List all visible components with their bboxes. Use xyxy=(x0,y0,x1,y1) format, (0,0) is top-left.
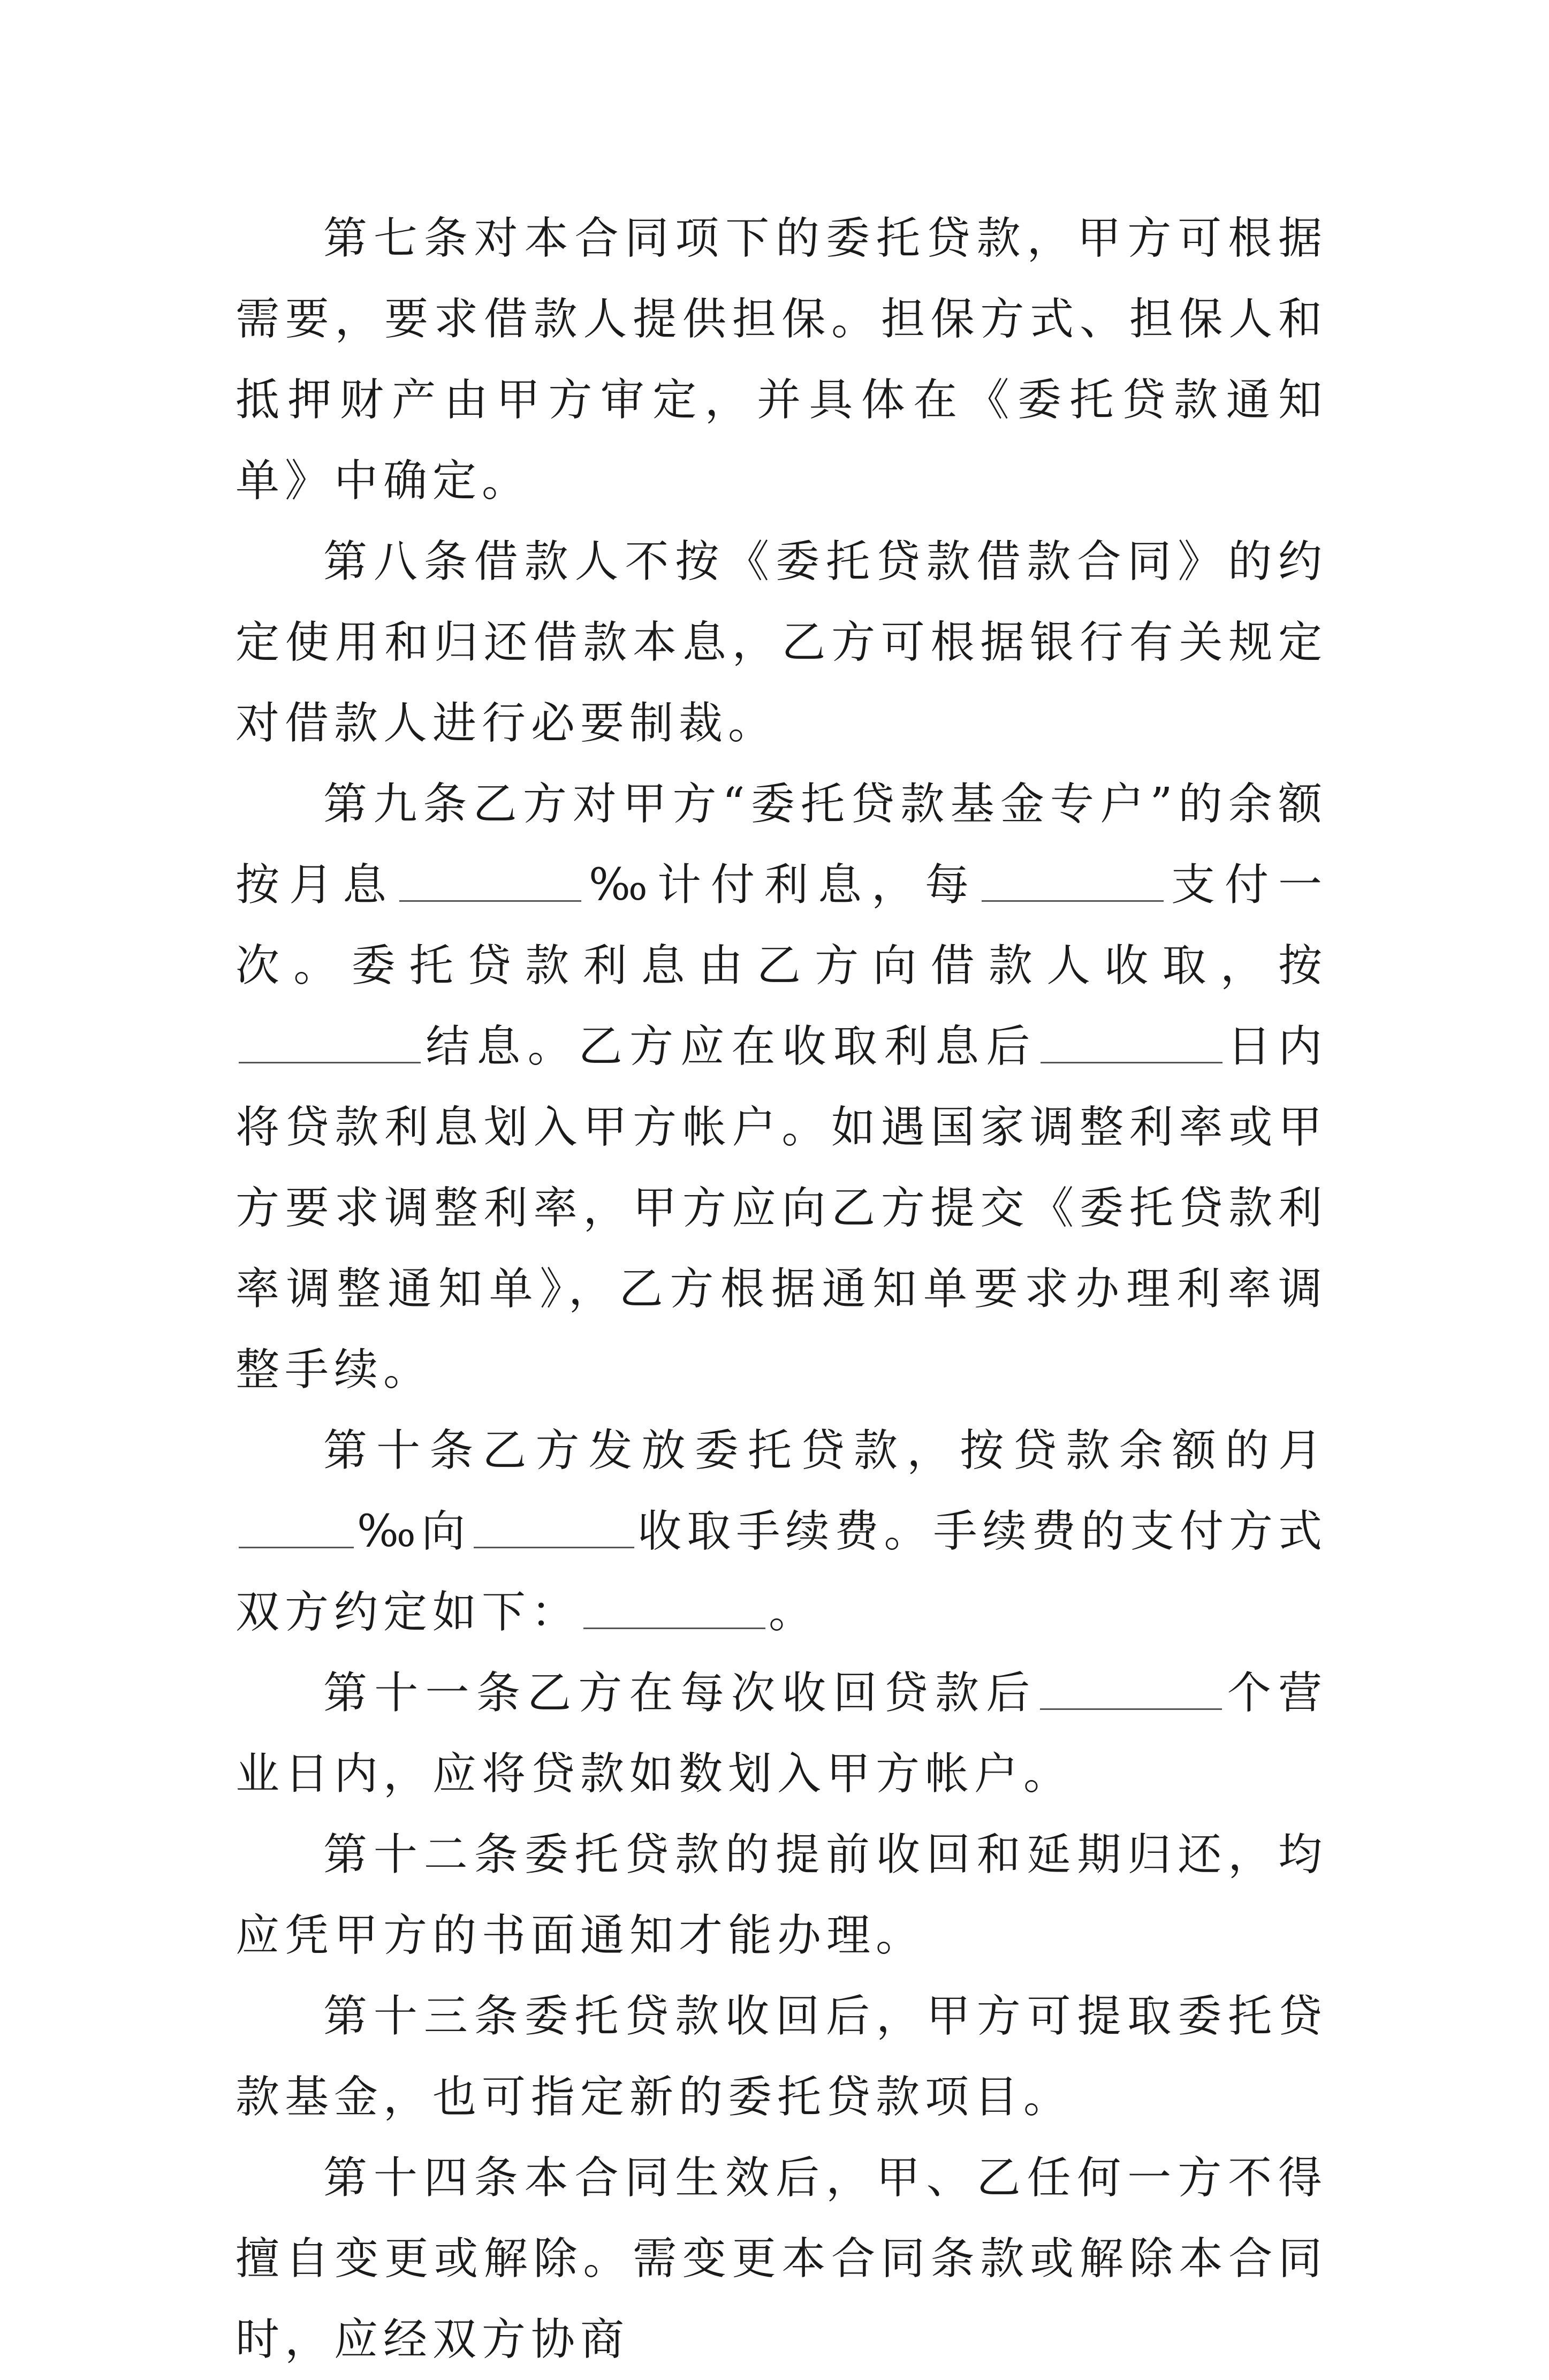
article-9-text-3: 支付一次。委托贷款利息由乙方向借款人收取，按 xyxy=(236,860,1327,991)
article-9-text-1: 第九条乙方对甲方“委托贷款基金专户”的余额按月息 xyxy=(236,779,1327,910)
article-10 xyxy=(236,1410,1327,1653)
article-11-text-2: 个营业日内，应将贷款如数划入甲方帐户。 xyxy=(236,1668,1327,1799)
article-12: 第十二条委托贷款的提前收回和延期归还，均应凭甲方的书面通知才能办理。 xyxy=(236,1829,1327,1961)
payment-period-blank[interactable] xyxy=(982,863,1164,902)
article-10-text-1: 第十条乙方发放委托贷款，按贷款余额的月 xyxy=(323,1425,1327,1476)
article-10-text-3: 收取手续费。手续费的支付方式双方约定如下： xyxy=(236,1506,1327,1638)
article-10-text-2: ‰向 xyxy=(357,1506,471,1557)
fee-rate-blank[interactable] xyxy=(239,1509,354,1548)
fee-payer-blank[interactable] xyxy=(474,1509,634,1548)
settlement-method-blank[interactable] xyxy=(239,1024,421,1063)
fee-payment-method-blank[interactable] xyxy=(583,1590,765,1629)
article-13: 第十三条委托贷款收回后，甲方可提取委托贷款基金，也可指定新的委托贷款项目。 xyxy=(236,1991,1327,2123)
article-9-text-4: 结息。乙方应在收取利息后 xyxy=(424,1021,1037,1072)
article-7: 第七条对本合同项下的委托贷款，甲方可根据需要，要求借款人提供担保。担保方式、担保人和抵押财产由甲方审定，并具体在《委托贷款通知单》中确定。 xyxy=(236,213,1327,506)
article-11 xyxy=(236,1653,1327,1814)
article-11-text-1: 第十一条乙方在每次收回贷款后 xyxy=(323,1668,1037,1719)
article-9 xyxy=(236,764,1327,1410)
article-9-text-5: 日内将贷款利息划入甲方帐户。如遇国家调整利率或甲方要求调整利率，甲方应向乙方提交《委托贷款利率调整通知单》，乙方根据通知单要求办理利率调整手续。 xyxy=(236,1021,1327,1395)
article-10-text-4: 。 xyxy=(769,1587,818,1638)
business-days-blank[interactable] xyxy=(1040,1671,1222,1710)
monthly-interest-rate-blank[interactable] xyxy=(399,863,581,902)
article-8: 第八条借款人不按《委托贷款借款合同》的约定使用和归还借款本息，乙方可根据银行有关规定对借款人进行必要制裁。 xyxy=(236,536,1327,749)
transfer-days-blank[interactable] xyxy=(1041,1024,1223,1063)
article-14: 第十四条本合同生效后，甲、乙任何一方不得擅自变更或解除。需变更本合同条款或解除本合同时，应经双方协商 xyxy=(236,2153,1327,2365)
article-9-text-2: ‰计付利息，每 xyxy=(584,860,978,910)
contract-text-body xyxy=(236,198,1327,2380)
